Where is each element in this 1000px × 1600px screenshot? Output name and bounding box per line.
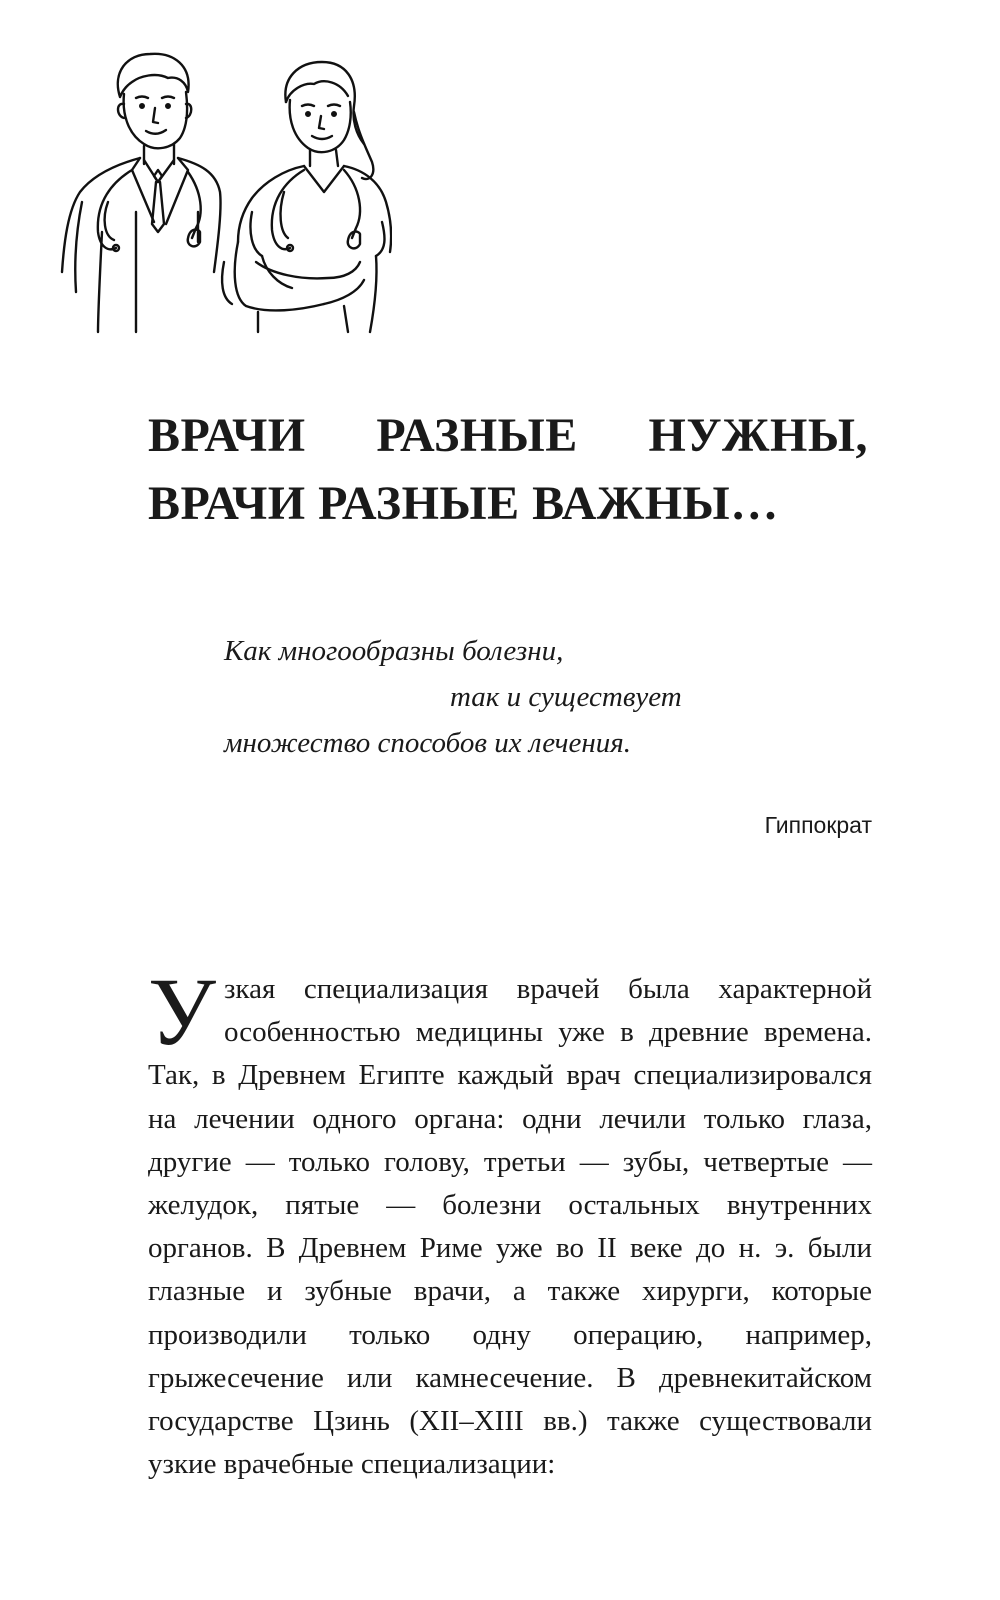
epigraph-line-1: Как многообразны болезни, <box>224 635 564 667</box>
epigraph-author: Гиппократ <box>764 812 872 838</box>
epigraph-line-3: множество способов их лечения. <box>224 727 632 759</box>
body-paragraph <box>148 958 872 1486</box>
title-word: НУЖНЫ, <box>648 409 868 462</box>
title-word: РАЗНЫЕ <box>376 409 578 462</box>
epigraph <box>224 628 824 766</box>
drop-cap: У <box>148 958 216 1065</box>
epigraph-line-2: так и существует <box>450 681 682 713</box>
title-word: ВРАЧИ <box>148 409 306 462</box>
male-doctor-figure <box>62 54 221 332</box>
chapter-title-line-2: ВРАЧИ РАЗНЫЕ ВАЖНЫ… <box>148 477 779 530</box>
chapter-title-line-1 <box>148 402 868 470</box>
doctors-illustration <box>52 42 392 347</box>
female-doctor-figure <box>222 62 391 332</box>
chapter-title <box>148 402 878 538</box>
body-paragraph-text: зкая специализация врачей была характерной особенностью медицины уже в древние времена. Так, в Древнем Египте каждый врач специализировался на лечении одного органа: одни лечили только глаза, другие — только голову, третьи — зубы, четвертые — желудок, пятые — болезни остальных внутренних органов. В Древнем Риме уже во II веке до н. э. были глазные и зубные врачи, а также хирурги, которые производили только одну операцию, например, грыжесечение или камнесечение. В древнекитайском государстве Цзинь (XII–XIII вв.) также существовали узкие врачебные специализации: <box>148 973 872 1481</box>
